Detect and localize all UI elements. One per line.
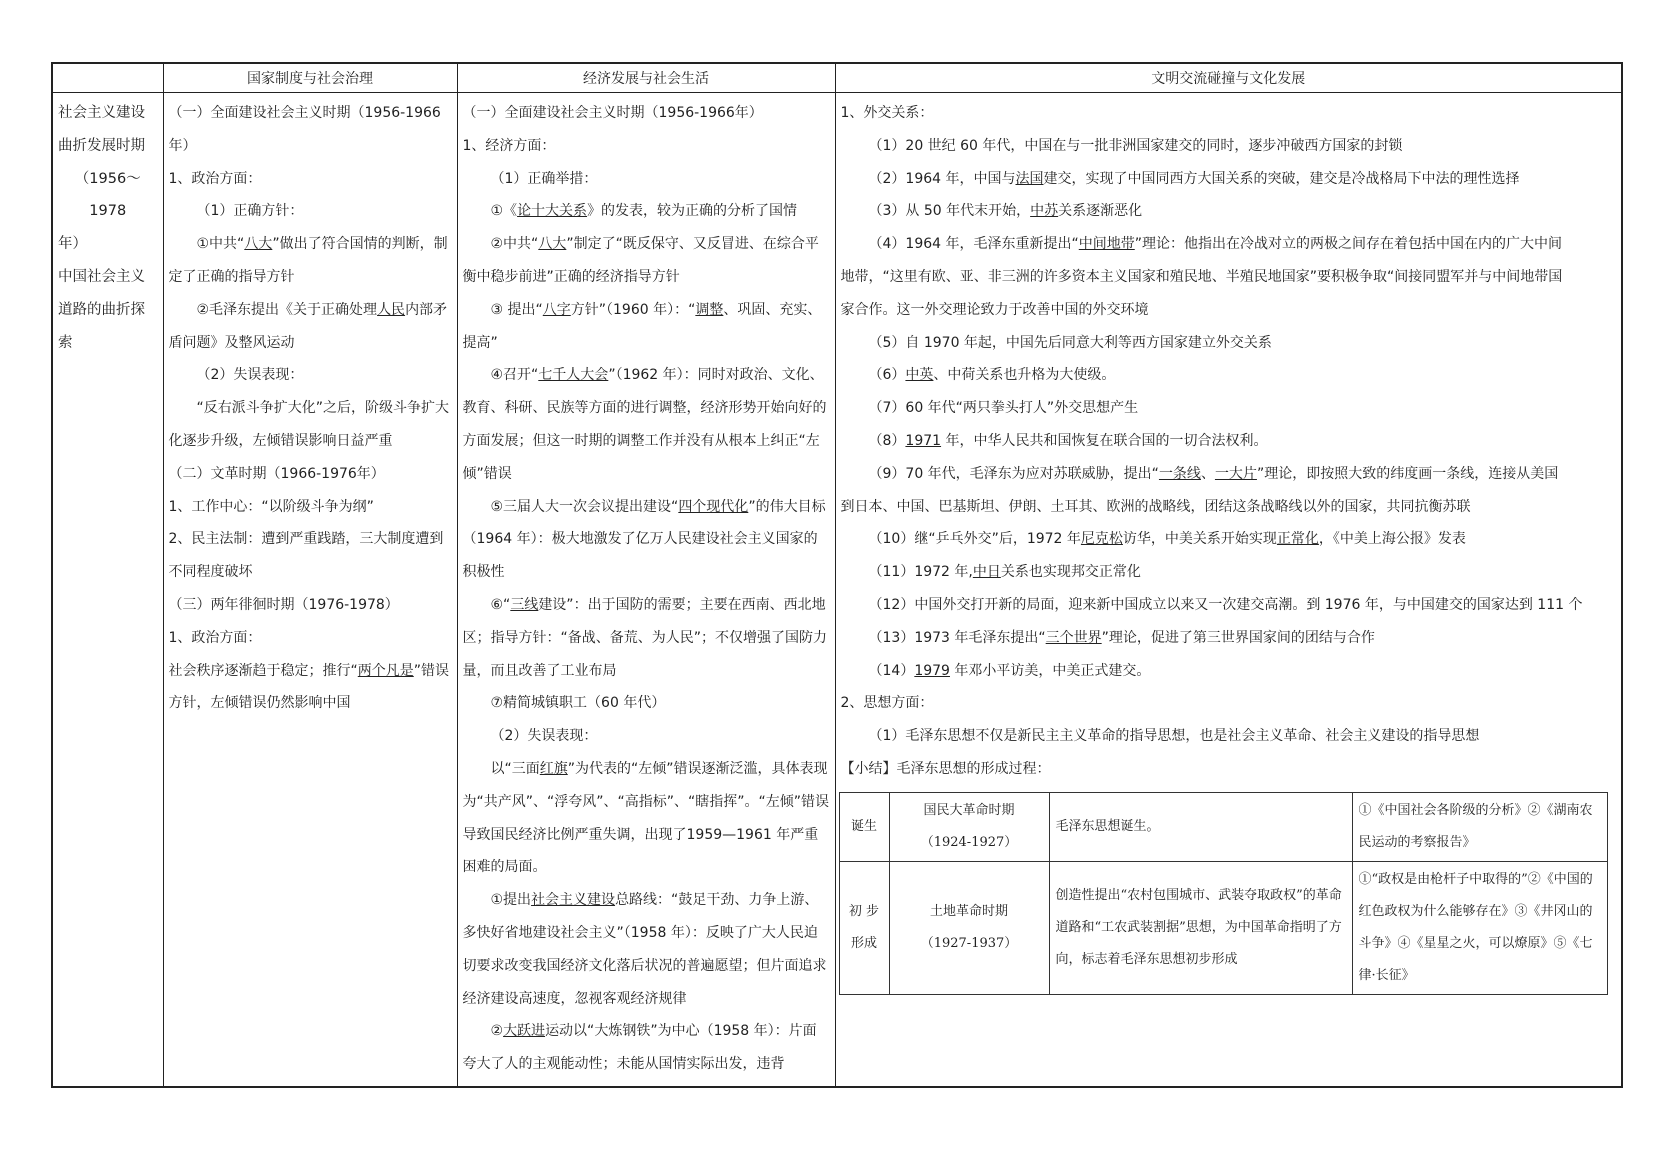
section-title: （二）文革时期（1966-1976年） [168,465,385,482]
header-cell-institutions: 国家制度与社会治理 [163,63,457,93]
header-cell-empty [52,63,163,93]
paragraph: （1）毛泽东思想不仅是新民主主义革命的指导思想，也是社会主义革命、社会主义建设的指导思想 [868,728,1480,745]
subheading: （2）失误表现： [490,728,598,745]
paragraph: 家合作。这一外交理论致力于改善中国的外交环境 [840,301,1149,318]
paragraph: ④召开“七千人大会”（1962 年）：同时对政治、文化、教育、科研、民族等方面的进行调整，经济形势开始向好的方面发展；但这一时期的调整工作并没有从根本上纠正“左倾”错误 [462,367,827,482]
paragraph: ②中共“八大”制定了“既反保守、又反冒进、在综合平衡中稳步前进”正确的经济指导方针 [462,236,819,285]
period-cell: 土地革命时期 （1927-1937） [889,861,1049,994]
subheading: 1、外交关系： [840,105,934,121]
subheading: 2、思想方面： [840,695,934,712]
subheading: （1）正确方针： [196,203,304,220]
section-title: （一）全面建设社会主义时期（1956-1966年） [462,105,763,121]
paragraph: （14）1979 年邓小平访美，中美正式建交。 [868,662,1151,679]
document-page [51,62,1621,1088]
paragraph: （2）1964 年，中国与法国建交，实现了中国同西方大国关系的突破，建交是冷战格局下中法的理性选择 [868,170,1520,187]
works-cell: ①《中国社会各阶级的分析》②《湖南农民运动的考察报告》 [1352,792,1607,861]
history-table [51,62,1623,1088]
table-row [839,792,1607,861]
period-label-line: 道路的曲折探 [58,301,145,318]
paragraph: 以“三面红旗”为代表的“左倾”错误逐渐泛滥，具体表现为“共产风”、“浮夸风”、“高指标”、“瞎指挥”。“左倾”错误导致国民经济比例严重失调，出现了1959—1961 年严重困难的局面。 [462,760,830,876]
period-label-cell [52,93,163,1088]
header-cell-economy: 经济发展与社会生活 [457,63,835,93]
paragraph: 1、工作中心：“以阶级斗争为纲” [168,498,374,515]
paragraph: （3）从 50 年代末开始，中苏关系逐渐恶化 [868,203,1143,220]
period-label-line: 曲折发展时期 [58,137,145,154]
paragraph: ⑤三届人大一次会议提出建设“四个现代化”的伟大目标（1964 年）：极大地激发了亿万人民建设社会主义国家的积极性 [462,498,826,581]
paragraph: ⑥“三线建设”：出于国防的需要；主要在西南、西北地区；指导方针：“备战、备荒、为人民”；不仅增强了国防力量，而且改善了工业布局 [462,596,828,679]
paragraph: 2、民主法制：遭到严重践踏，三大制度遭到不同程度破坏 [168,531,444,581]
period-label-line: 年） [58,236,87,253]
subheading: 1、政治方面： [168,629,262,646]
institutions-cell [163,93,457,1088]
period-label-line: 社会主义建设 [58,105,145,121]
paragraph: ⑦精简城镇职工（60 年代） [490,695,666,712]
paragraph: ②毛泽东提出《关于正确处理人民内部矛盾问题》及整风运动 [168,301,448,351]
header-cell-culture: 文明交流碰撞与文化发展 [835,63,1622,93]
subheading: 1、经济方面： [462,137,556,154]
paragraph: （6）中英、中荷关系也升格为大使级。 [868,367,1116,384]
paragraph: ①提出社会主义建设总路线：“鼓足干劲、力争上游、多快好省地建设社会主义”（1958 年）：反映了广大人民迫切要求改变我国经济文化落后状况的普遍愿望；但片面追求经济建设高速度，忽视客观经济规律 [462,892,827,1007]
subheading: 1、政治方面： [168,170,262,187]
table-row [839,861,1607,994]
paragraph: （7）60 年代“两只拳头打人”外交思想产生 [868,400,1139,417]
paragraph: （8）1971 年，中华人民共和国恢复在联合国的一切合法权利。 [868,432,1268,449]
paragraph: ①《论十大关系》的发表，较为正确的分析了国情 [490,203,798,220]
paragraph: （4）1964 年，毛泽东重新提出“中间地带”理论：他指出在冷战对立的两极之间存在着包括中国在内的广大中间 [868,236,1563,253]
paragraph: （1）20 世纪 60 年代，中国在与一批非洲国家建交的同时，逐步冲破西方国家的封锁 [868,137,1403,154]
description-cell: 毛泽东思想诞生。 [1049,792,1352,861]
paragraph: 社会秩序逐渐趋于稳定；推行“两个凡是”错误方针，左倾错误仍然影响中国 [168,662,450,712]
section-title: （三）两年徘徊时期（1976-1978） [168,596,399,613]
works-cell: ①“政权是由枪杆子中取得的”②《中国的红色政权为什么能够存在》③《井冈山的斗争》④《星星之火，可以燎原》⑤《七律·长征》 [1352,861,1607,994]
paragraph: ③ 提出“八字方针”（1960 年）：“调整、巩固、充实、提高” [462,301,822,351]
paragraph: （10）继“乒乓外交”后，1972 年尼克松访华，中美关系开始实现正常化，《中美上海公报》发表 [868,531,1466,548]
paragraph: （13）1973 年毛泽东提出“三个世界”理论，促进了第三世界国家间的团结与合作 [868,629,1375,646]
header-row [52,63,1622,93]
section-title: （一）全面建设社会主义时期（1956-1966 年） [168,105,441,154]
paragraph: （5）自 1970 年起，中国先后同意大利等西方国家建立外交关系 [868,334,1272,351]
description-cell: 创造性提出“农村包围城市、武装夺取政权”的革命道路和“工农武装割据”思想，为中国革命指明了方向，标志着毛泽东思想初步形成 [1049,861,1352,994]
stage-cell: 诞生 [839,792,889,861]
summary-heading: 【小结】毛泽东思想的形成过程： [840,760,1051,777]
paragraph: （9）70 年代，毛泽东为应对苏联威胁，提出“一条线、一大片”理论，即按照大致的纬度画一条线，连接从美国 [868,465,1559,482]
period-label-line: 中国社会主义 [58,268,145,285]
period-label-line: （1956～1978 [74,170,141,220]
paragraph: （12）中国外交打开新的局面，迎来新中国成立以来又一次建交高潮。到 1976 年，与中国建交的国家达到 111 个 [868,596,1583,613]
period-cell: 国民大革命时期 （1924-1927） [889,792,1049,861]
subheading: （1）正确举措： [490,170,598,187]
paragraph: ①中共“八大”做出了符合国情的判断，制定了正确的指导方针 [168,236,448,285]
paragraph: 地带，“这里有欧、亚、非三洲的许多资本主义国家和殖民地、半殖民地国家”要积极争取“间接同盟军并与中间地带国 [840,268,1563,285]
period-label-line: 索 [58,334,73,351]
paragraph: ②大跃进运动以“大炼钢铁”为中心（1958 年）：片面夸大了人的主观能动性；未能从国情实际出发，违背 [462,1023,817,1073]
culture-cell [835,93,1622,1088]
economy-cell [457,93,835,1088]
paragraph: 到日本、中国、巴基斯坦、伊朗、土耳其、欧洲的战略线，团结这条战略线以外的国家，共同抗衡苏联 [840,498,1471,515]
subheading: （2）失误表现： [196,367,304,384]
content-row [52,93,1622,1088]
paragraph: （11）1972 年,中日关系也实现邦交正常化 [868,564,1141,581]
paragraph: “反右派斗争扩大化”之后，阶级斗争扩大化逐步升级，左倾错误影响日益严重 [168,400,450,449]
mao-thought-table [839,792,1608,995]
stage-cell: 初 步形成 [839,861,889,994]
